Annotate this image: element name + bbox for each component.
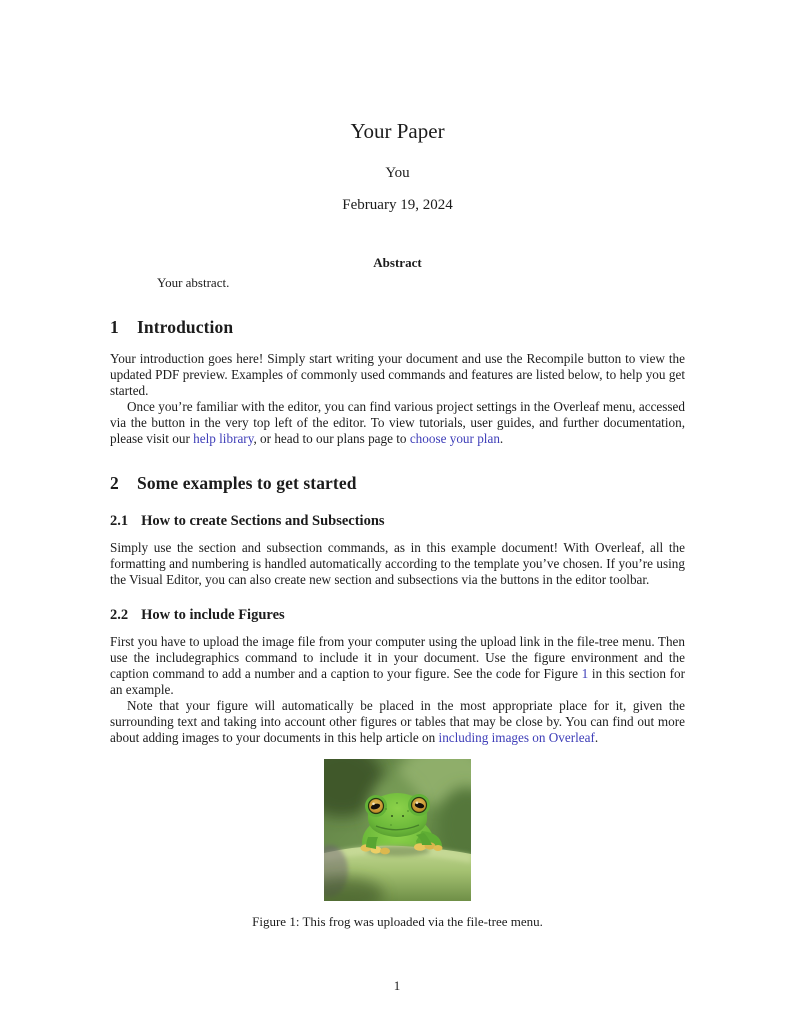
figure-caption: Figure 1: This frog was uploaded via the file-tree menu. — [252, 914, 543, 930]
help-library-link[interactable]: help library — [193, 431, 254, 447]
paper-title: Your Paper — [350, 119, 445, 143]
section-introduction — [110, 317, 685, 447]
frog-photo — [324, 759, 471, 901]
section-number: 2 — [110, 473, 119, 494]
figure-1 — [110, 759, 685, 930]
figures-p2-text-after: . — [594, 730, 599, 746]
abstract-heading: Abstract — [373, 255, 422, 271]
figures-paragraph-2 — [110, 698, 685, 746]
subsection-number: 2.1 — [110, 513, 129, 530]
subsection-heading-sections — [110, 513, 685, 530]
section-heading-introduction — [110, 317, 685, 338]
section-number: 1 — [110, 317, 119, 338]
paper-author: You — [385, 165, 410, 182]
page-number: 1 — [393, 978, 401, 993]
paper-date: February 19, 2024 — [342, 197, 453, 214]
section-title: Introduction — [137, 317, 234, 338]
intro-p2-text-middle: , or head to our plans page to — [253, 431, 410, 447]
subsection-number: 2.2 — [110, 607, 129, 624]
intro-paragraph-2 — [110, 399, 685, 447]
title-block — [110, 0, 685, 214]
abstract-section — [110, 255, 685, 291]
figures-p2-text-before: Note that your figure will automatically be placed in the most appropriate place for it, given the surrounding text and taking into account other figures or tables that may be close by. You can find out more about adding images to your documents in this help article on — [110, 698, 685, 746]
subsection-heading-figures — [110, 607, 685, 624]
figures-paragraph-1 — [110, 634, 685, 698]
intro-p2-text-before: Once you’re familiar with the editor, you can find various project settings in the Overleaf menu, accessed via the button in the very top left of the editor. To view tutorials, user guides, and further documentation, please visit our — [110, 399, 685, 447]
section-heading-examples — [110, 473, 685, 494]
subsection-sections-paragraph: Simply use the section and subsection commands, as in this example document! With Overleaf, all the formatting and numbering is handled automatically according to the template you’ve chosen. If you’re using the Visual Editor, you can also create new section and subsections via the buttons in the editor toolbar. — [110, 540, 685, 588]
section-title: Some examples to get started — [137, 473, 357, 494]
choose-your-plan-link[interactable]: choose your plan — [409, 431, 500, 447]
including-images-link[interactable]: including images on Overleaf — [438, 730, 595, 746]
subsection-title: How to include Figures — [141, 607, 285, 624]
intro-p2-text-after: . — [499, 431, 504, 447]
abstract-body: Your abstract. — [157, 275, 230, 291]
subsection-title: How to create Sections and Subsections — [141, 513, 385, 530]
section-examples — [110, 473, 685, 746]
intro-paragraph-1: Your introduction goes here! Simply start writing your document and use the Recompile button to view the updated PDF preview. Examples of commonly used commands and features are listed below, to help you get started. — [110, 351, 685, 399]
figures-p1-text-before: First you have to upload the image file from your computer using the upload link in the file-tree menu. Then use the includegraphics command to include it in your document. Use the figure environment and the caption command to add a number and a caption to your figure. See the code for Figure — [110, 634, 685, 682]
figure-1-reference-link[interactable]: 1 — [581, 666, 589, 682]
figures-p1-text-after: in this section for an example. — [110, 666, 685, 698]
